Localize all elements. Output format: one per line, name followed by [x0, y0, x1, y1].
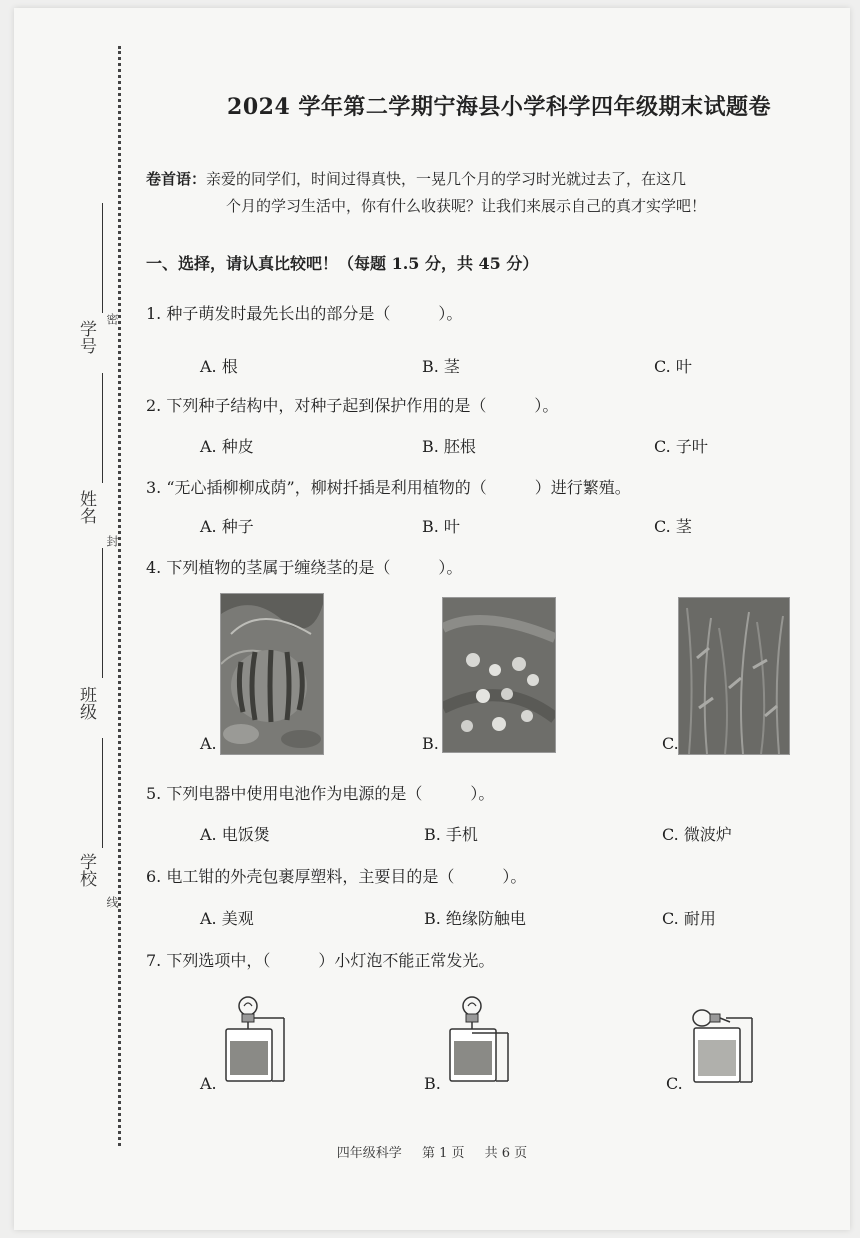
question-4: 4. 下列植物的茎属于缠绕茎的是（ ）。	[146, 558, 463, 577]
option-b: B.	[422, 734, 439, 753]
seal-mark-xian: 线	[105, 896, 119, 908]
option-b: B. 手机	[424, 825, 478, 844]
option-c: C.	[662, 734, 679, 753]
binding-dotted-line	[118, 46, 121, 1146]
circuit-c-diagram	[686, 998, 766, 1088]
option-b: B. 叶	[422, 517, 460, 536]
plant-stems-photo	[678, 597, 790, 755]
option-b: B. 绝缘防触电	[424, 909, 526, 928]
student-no-line	[102, 203, 103, 313]
question-2: 2. 下列种子结构中，对种子起到保护作用的是（ ）。	[146, 396, 559, 415]
name-label: 姓名	[76, 490, 96, 524]
circuit-b-diagram	[442, 993, 522, 1088]
option-b: B. 茎	[422, 357, 460, 376]
option-a: A.	[200, 734, 217, 753]
option-b: B.	[424, 1074, 441, 1093]
option-a: A. 种子	[200, 517, 254, 536]
question-3: 3. “无心插柳柳成荫”，柳树扦插是利用植物的（ ）进行繁殖。	[146, 478, 631, 497]
question-1: 1. 种子萌发时最先长出的部分是（ ）。	[146, 304, 463, 323]
watermelon-vine-photo	[220, 593, 324, 755]
exam-title: 2024 学年第二学期宁海县小学科学四年级期末试题卷	[227, 94, 771, 120]
school-label: 学校	[76, 853, 96, 887]
circuit-a-diagram	[218, 993, 298, 1088]
option-a: A. 电饭煲	[200, 825, 270, 844]
preface-line-2: 个月的学习生活中，你有什么收获呢？让我们来展示自己的真才实学吧！	[226, 197, 707, 215]
question-7: 7. 下列选项中，（ ）小灯泡不能正常发光。	[146, 951, 495, 970]
student-no-label: 学号	[76, 320, 96, 354]
seal-mark-feng: 封	[105, 535, 119, 547]
option-c: C. 微波炉	[662, 825, 732, 844]
option-a: A. 根	[200, 357, 238, 376]
question-5: 5. 下列电器中使用电池作为电源的是（ ）。	[146, 784, 495, 803]
section-1-heading: 一、选择，请认真比较吧！（每题 1.5 分，共 45 分）	[146, 254, 539, 273]
footer-subject: 四年级科学	[336, 1146, 402, 1161]
option-a: A. 美观	[200, 909, 254, 928]
school-line	[102, 738, 103, 848]
preface-line-1: 亲爱的同学们，时间过得真快，一晃几个月的学习时光就过去了，在这几	[206, 170, 687, 188]
footer-page-number: 第 1 页	[421, 1146, 465, 1161]
preface-lead: 卷首语：	[146, 170, 207, 188]
seal-mark-mi: 密	[105, 313, 119, 325]
option-b: B. 胚根	[422, 437, 476, 456]
option-c: C. 耐用	[662, 909, 716, 928]
class-line	[102, 548, 103, 678]
option-c: C.	[666, 1074, 683, 1093]
name-line	[102, 373, 103, 483]
exam-page	[14, 8, 850, 1230]
option-c: C. 叶	[654, 357, 692, 376]
preface	[146, 166, 846, 220]
question-6: 6. 电工钳的外壳包裹厚塑料，主要目的是（ ）。	[146, 867, 527, 886]
page-footer	[14, 1142, 850, 1161]
morning-glory-photo	[442, 597, 556, 753]
class-label: 班级	[76, 686, 96, 720]
option-c: C. 茎	[654, 517, 692, 536]
option-a: A.	[200, 1074, 217, 1093]
footer-total-pages: 共 6 页	[484, 1146, 528, 1161]
option-a: A. 种皮	[200, 437, 254, 456]
option-c: C. 子叶	[654, 437, 708, 456]
